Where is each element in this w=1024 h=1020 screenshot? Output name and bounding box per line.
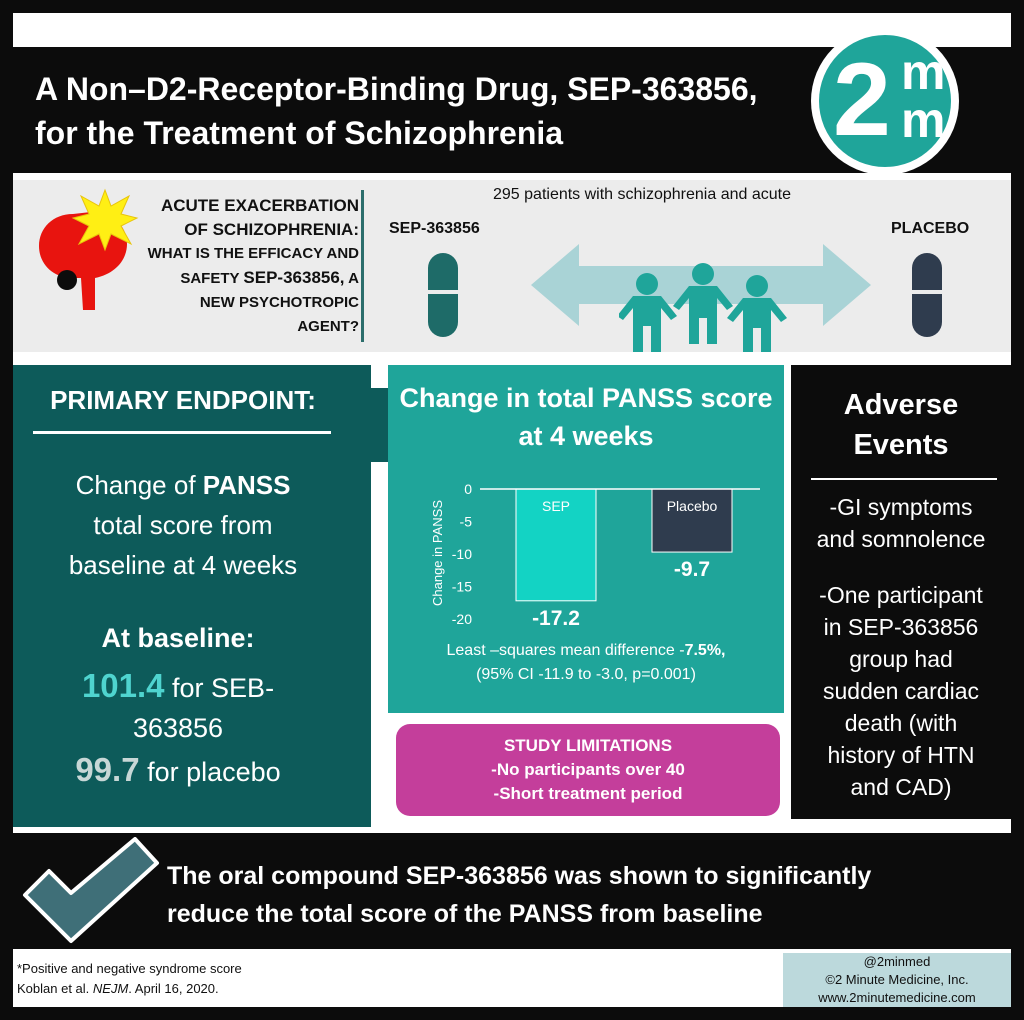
desc-line-2: total score from (93, 510, 273, 540)
data-label: -17.2 (532, 606, 580, 630)
adverse-item-2-line-6: history of HTN (827, 742, 975, 768)
adverse-item-1-line-2: and somnolence (816, 526, 986, 552)
citation (17, 979, 242, 999)
copyright: ©2 Minute Medicine, Inc. (825, 972, 969, 987)
pill-icon (427, 252, 459, 338)
citation-journal: NEJM (92, 981, 129, 996)
adverse-underline (811, 478, 997, 480)
primary-endpoint-panel (13, 365, 371, 827)
question-line-4c: A (344, 270, 359, 287)
primary-endpoint-heading: PRIMARY ENDPOINT: (50, 385, 316, 415)
study-question-strip (13, 180, 1011, 352)
adverse-item-2-line-2: in SEP-363856 (823, 614, 979, 640)
panss-chart-panel (388, 365, 784, 713)
baseline-sep-line-2: 363856 (132, 713, 224, 743)
primary-endpoint-description (23, 465, 343, 585)
question-line-5: NEW PSYCHOTROPIC (199, 294, 359, 311)
limitation-item-1: -No participants over 40 (491, 760, 685, 779)
question-line-1: ACUTE EXACERBATION (160, 196, 359, 215)
y-tick-label: -5 (459, 513, 472, 530)
conclusion-text (167, 857, 997, 933)
footnote (17, 959, 242, 999)
study-limitations-box (396, 724, 780, 816)
category-label: SEP (541, 498, 571, 514)
question-line-2: OF SCHIZOPHRENIA: (184, 220, 359, 239)
baseline-placebo-value: 99.7 (75, 751, 140, 788)
panss-bar-chart (388, 473, 784, 643)
y-tick-label: -10 (451, 546, 472, 562)
brand-logo (811, 27, 959, 175)
logo-letter-bottom: m (901, 92, 946, 148)
adverse-item-2-line-3: group had (849, 646, 953, 672)
logo-digit: 2 (833, 42, 887, 158)
patients-summary: 295 patients with schizophrenia and acute (493, 186, 791, 203)
adverse-item-2-line-4: sudden cardiac (823, 678, 979, 704)
adverse-heading-2: Events (853, 429, 949, 461)
adverse-item-gi (795, 491, 1007, 555)
baseline-placebo-line (13, 749, 343, 793)
heading-underline (33, 431, 331, 434)
chart-note-difference: 7.5%, (684, 642, 726, 659)
baseline-sep-line (13, 665, 343, 709)
chart-note-line-1a: Least –squares mean difference - (446, 642, 685, 659)
study-question (131, 194, 359, 339)
baseline-sep-text: for SEB- (164, 673, 275, 703)
desc-line-1-pre: Change of (75, 470, 203, 500)
citation-authors: Koblan et al. (17, 981, 93, 996)
adverse-item-2-line-5: death (with (844, 710, 958, 736)
desc-line-1 (23, 465, 343, 505)
limitations-title: STUDY LIMITATIONS (503, 736, 673, 755)
pill-icon (911, 252, 943, 338)
page-title (35, 67, 795, 155)
data-label: -9.7 (673, 558, 711, 582)
conclusion-line-2: reduce the total score of the PANSS from baseline (167, 900, 763, 928)
people-icon (619, 258, 789, 354)
conclusion-bar (13, 833, 1011, 949)
social-handle: @2minmed (863, 954, 931, 969)
category-label: Placebo (666, 498, 718, 514)
baseline-sep-value: 101.4 (81, 667, 165, 704)
question-drug-name: SEP-363856, (243, 268, 345, 287)
infographic-canvas (13, 13, 1011, 1007)
credit-box (783, 953, 1011, 1007)
title-line-2: for the Treatment of Schizophrenia (35, 115, 564, 151)
chart-title: Change in total PANSS score at 4 weeks (399, 383, 773, 451)
baseline-heading: At baseline: (101, 623, 255, 653)
chart-note-line-2: (95% CI -11.9 to -3.0, p=0.001) (476, 666, 696, 683)
logo-circle (819, 35, 951, 167)
adverse-heading-1: Adverse (843, 389, 959, 421)
chart-note-line-1 (388, 639, 784, 663)
baseline-placebo-text: for placebo (139, 757, 281, 787)
conclusion-line-1: The oral compound SEP-363856 was shown to significantly (167, 862, 872, 890)
placebo-label: PLACEBO (891, 220, 970, 237)
explosion-icon (71, 188, 139, 252)
adverse-events-heading (791, 385, 1011, 465)
y-tick-label: -20 (451, 611, 472, 627)
citation-date: . April 16, 2020. (128, 981, 219, 996)
question-line-4a: SAFETY (180, 270, 244, 287)
y-tick-label: 0 (464, 481, 472, 497)
adverse-item-2-line-7: and CAD) (850, 774, 952, 800)
y-tick-label: -15 (451, 578, 472, 595)
desc-line-3: baseline at 4 weeks (68, 550, 298, 580)
title-line-1: A Non–D2-Receptor-Binding Drug, SEP-363856, (35, 71, 758, 107)
adverse-item-2-line-1: -One participant (819, 582, 983, 608)
question-line-4 (131, 266, 359, 291)
adverse-item-1-line-1: -GI symptoms (829, 494, 973, 520)
limitation-item-2: -Short treatment period (493, 784, 683, 803)
chart-note (388, 639, 784, 687)
footnote-definition: *Positive and negative syndrome score (17, 961, 242, 976)
checkmark-icon (21, 837, 161, 945)
strip-divider (361, 190, 364, 342)
logo-letter-top: m (901, 44, 946, 100)
website-link[interactable]: www.2minutemedicine.com (818, 990, 976, 1005)
question-line-6: AGENT? (297, 318, 359, 335)
desc-line-1-bold: PANSS (202, 470, 291, 500)
y-axis-label: Change in PANSS (430, 500, 445, 606)
drug-label: SEP-363856 (389, 220, 480, 237)
question-line-3: WHAT IS THE EFFICACY AND (147, 245, 359, 262)
adverse-item-cardiac (795, 579, 1007, 803)
adverse-events-panel (791, 365, 1011, 819)
